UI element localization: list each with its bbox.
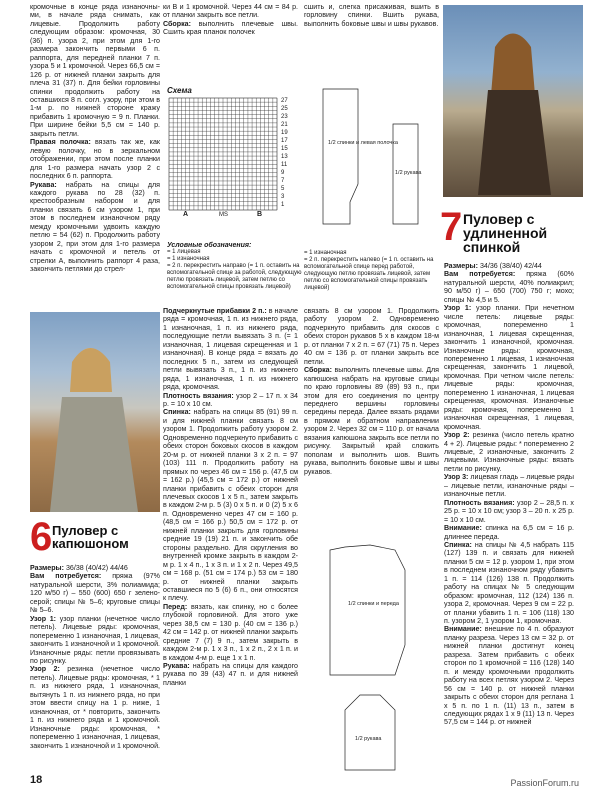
chart-row-labels (281, 97, 288, 209)
chart-row-label: 21 (281, 122, 288, 128)
col5-p2: узор 2 – 17 п. x 34 р. = 10 x 10 см. (163, 391, 298, 408)
chart-row-label: 23 (281, 114, 288, 120)
chart-row-label: 25 (281, 106, 288, 112)
col5-p3-head: Спинка: (163, 408, 191, 417)
col6-p2: выполнить плечевые швы. Для капюшона набрать на круговые спицы по краю горловины 89 (89) 93 п., при этом для его соединения по центру переднего вершины горловины середины переда. Далее вязать рядами в прямом и обратном направлении узором 2. Через 32 см = 110 р. от начала вязания капюшона закрыть все петли по рисунку. Закрытый край сложить пополам и выполнить шов. Вшить рукава, выполнить боковые швы и швы рукавов. (304, 366, 439, 476)
legend-item-3: = 2 п. перекрестить направо (= 1 п. оставить на вспомогательной спице за работой, следующую петлю провязать лицевой, затем петлю со вспомогательной спицы провязать лицевой) (167, 263, 302, 290)
col6-p1: связать 8 см узором 1. Продолжить работу узором 2. Одновременно подчеркнуто прибавить для скосов с обеих сторон рукавов 5 x в каждом 18-м р. от планки 7 x 2 п. = 67 (71) 75 п. Через 40 см = 136 р. от планки закрыть все петли. (304, 307, 439, 366)
chart-row-label: 15 (281, 146, 288, 152)
legend-item-2: = 1 изнаночная (167, 256, 210, 262)
col3-text (304, 3, 439, 28)
chart-row-label: 3 (281, 194, 285, 200)
col2-text (163, 3, 298, 37)
model7-p2-head: Узор 2: (444, 431, 470, 440)
model6-p2-head: Узор 2: (30, 665, 60, 674)
model7-p7-head: Внимание: (444, 625, 482, 634)
chart-row-label: 19 (281, 130, 288, 136)
chart-row-label: 9 (281, 170, 285, 176)
col2-p1: ки В и 1 кромочной. Через 44 см = 84 р. от планки закрыть все петли. (163, 3, 298, 20)
model7-need: пряжа (60% натуральной шерсти, 40% полиакрил; 90 м/50 г) – 650 (700) 750 г; мохо; спицы № 4,5 и 5. (444, 270, 574, 304)
model7-need-head: Вам потребуется: (444, 270, 516, 279)
col2-p2-head: Сборка: (163, 19, 191, 28)
col5-p1-head: Подчеркнутые прибавки 2 п.: (163, 307, 267, 315)
chart-arrow-b: B (257, 211, 263, 218)
diagram-bottom-front-label: 1/2 спинки и переда (348, 601, 399, 607)
model7-p4-head: Плотность вязания: (444, 498, 515, 507)
pattern-diagram-bottom (300, 535, 440, 775)
model7-p2: резинка (число петель кратно 4 + 2). Лицевые ряды: * попеременно 2 лицевые, 2 изнаночные, закончить 2 лицевыми. Изнаночные ряды: вязать петли по рисунку. (444, 431, 574, 473)
model6-number: 6 (30, 515, 53, 559)
model7-sizes-head: Размеры: (444, 262, 478, 270)
model7-p5: спинка на 6,5 см = 16 р. длиннее переда. (444, 524, 574, 541)
legend-item-5: = 2 п. перекрестить налево (= 1 п. оставить на вспомогательной спице перед работой, следующую петлю провязать лицевой, затем петлю со вспомогательной спицы провязать лицевой) (304, 257, 434, 291)
legend-item-1: = 1 лицевая (167, 249, 201, 255)
col1-p2: вязать так же, как левую полочку, но в зеркальном отображении, при этом после планки для 1-го размера начать узор 2 с последних 6 п. раппорта. (30, 138, 160, 181)
legend-title: Условные обозначения: (167, 242, 252, 249)
col1-p2-head: Правая полочка: (30, 138, 91, 147)
col5-p2-head: Плотность вязания: (163, 391, 234, 400)
col5-p1: в начале ряда = кромочная, 1 п. из нижнего ряда, 1 изнаночная, 1 п. из нижнего ряда, последующие петли вывязать 3 п. (= 1 изнаночная, 1 лицевая скрещенная и 1 изнаночная). В конце ряда = вязать до последних 5 п., затем из следующей петли вывязать 3 п., 1 п. из нижнего ряда, 1 изнаночная, 1 п. из нижнего ряда, кромочная. (163, 307, 298, 392)
chart-repeat-label: MS (219, 212, 228, 218)
photo-model-7 (443, 5, 583, 197)
model7-p4: узор 2 – 28,5 п. x 25 р. = 10 x 10 см; узор 3 – 20 п. x 25 р. = 10 x 10 см. (444, 498, 574, 524)
model7-text (444, 262, 574, 727)
legend-item-4: = 1 изнаночная (304, 250, 347, 256)
model7-p1-head: Узор 1: (444, 304, 472, 313)
col5-p5: набрать на спицы для каждого рукава по 39 (43) 47 п. и для нижней планки (163, 662, 298, 687)
legend-right (304, 250, 434, 292)
chart-row-label: 13 (281, 154, 288, 160)
col1-text (30, 3, 160, 274)
model7-number: 7 (440, 205, 463, 249)
chart-arrow-a: A (183, 211, 189, 218)
model6-sizes: 36/38 (40/42) 44/46 (65, 564, 128, 572)
model6-p1-head: Узор 1: (30, 614, 57, 623)
col2-p2: выполнить плечевые швы. Сшить края планок полочек (163, 19, 298, 37)
model7-p1: узор планки. При нечетном числе петель: лицевые ряды: кромочная, попеременно 1 изнаночная, 1 лицевая скрещенная, закончить 1 изнаночной, кромочная. Изнаночные ряды: кромочная, попеременно 1 лицевая, 1 изнаночная скрещенная, закончить 1 лицевой, кромочная. При четном числе петель: лицевые ряды: кромочная, попеременно 1 изнаночная, 1 лицевая скрещенная, кромочная. Изнаночные ряды: кромочная, попеременно 1 изнаночная скрещенная, 1 лицевая, кромочная. (444, 304, 574, 431)
model7-sizes: 34/36 (38/40) 42/44 (479, 262, 542, 270)
col5-text (163, 307, 298, 687)
chart-title: Схема (167, 86, 192, 95)
diagram-top-back-label: 1/2 спинки и левая полочка (328, 140, 398, 146)
col5-p4: вязать, как спинку, но с более глубокой горловиной. Для этого уже через 38,5 см = 130 р. (40 см = 136 р.) 42 см = 142 р. от нижней планки закрыть средние 7 (7) 9 п., затем закрыть в каждом 2-м р. 1 x 3 п., 1 x 2 п., 2 x 1 п. и в каждом 4-м р. еще 1 x 1 п. (163, 602, 298, 662)
col1-p1: кромочные в конце ряда изнаночны-ми, в начале ряда снимать, как лицевые. Продолжить работу следующим образом: кромочная, 30 (36) п. узора 2, при этом для 1-го размера закончить первыми 6 п. раппорта, для передней планки 7 п. узора 5 и 1 кромочной. Через 66,5 см = 126 р. от нижней планки закрыть для плеча 31 (37) п. Для бейки горловины спинки продолжить работу на оставшихся 8 п. согл. узору, при этом в 1-м р. по нижней стороне кражу прибавить 1 кромочную = 9 п. Планки. При ширине бейки 5,5 см = 140 р. закрыть петли. (30, 3, 160, 138)
page-number: 18 (30, 774, 43, 786)
model7-p7: внешние по 4 п. образуют планку разреза. Через 13 см = 32 р. от нижней планки достигнут конец разреза. Затем прибавить с обеих сторон по 1 кромочной = 116 (128) 140 п. и между кромочными продолжить работу на всех петлях узором 2. Через 56 см = 140 р. от нижней планки закрыть с обеих сторон для реглана 1 х 5 п. по 1 п. (11) 13 п., затем в следующих рядах 1 х 9 (11) 13 п. Через 57,5 см = 144 р. от нижней (444, 625, 574, 727)
model7-title: Пуловер с удлиненной спинкой (463, 211, 548, 255)
col5-p5-head: Рукава: (163, 662, 190, 671)
model6-title: Пуловер с капюшоном (52, 523, 129, 551)
col1-p3-head: Рукава: (30, 180, 57, 189)
model6-need: пряжа (97% натуральной шерсти, 3% полиамида; 120 м/50 г) – 550 (600) 650 г зелено-серой; спицы № 5–6; круговые спицы № 5–6. (30, 572, 160, 615)
model7-p3: лицевая гладь – лицевые ряды – лицевые петли, изнаночные ряды – изнаночные петли. (444, 473, 574, 499)
pattern-diagram-top (298, 84, 438, 234)
col1-p3: набрать на спицы для каждого рукава по 28 (32) п. крестообразным набором и для планки связать 6 см узором 1, при этом в последнем изнаночном ряду между кромочными удвоить каждую петлю = 54 (62) п. Продолжить работу узором 2, при этом для 1-го размера начать с кромочной и петель от стрелки А, выполнить раппорт 4 раза, закончить петлями до стрел- (30, 180, 160, 274)
knitting-chart (167, 86, 307, 231)
col3-p1: сшить и, слегка присаживая, вшить в горловину спинки. Вшить рукава, выполнить боковые швы и швы рукавов. (304, 3, 439, 28)
col6-text (304, 307, 439, 476)
model6-sizes-head: Размеры: (30, 564, 64, 572)
model7-p3-head: Узор 3: (444, 473, 469, 482)
chart-row-label: 17 (281, 138, 288, 144)
diagram-top-sleeve-label: 1/2 рукава (395, 170, 422, 176)
diagram-bottom-sleeve-label: 1/2 рукава (355, 736, 382, 742)
model7-p6-head: Спинка: (444, 540, 472, 549)
model6-need-head: Вам потребуется: (30, 572, 102, 581)
chart-row-label: 5 (281, 186, 285, 192)
col5-p3: набрать на спицы 85 (91) 99 п. и для нижней планки связать 8 см узором 1. Продолжить работу узором 2. Одновременно подчеркнуто прибавить с обеих сторон боковых скосов в каждом 20-м р. от нижней планки 3 x 2 п. = 97 (103) 111 п. Продолжить работу на прямых по через 46 см = 156 р. (47,5 см = 162 р.) (45,5 см = 172 р.) от нижней планки прибавить с обеих сторон для плечевых скосов 1 x 5 п., затем закрыть в каждом 2-м р. 5 (3) 0 x 5 п. и 0 (2) 5 x 6 п. Одновременно через 47 см = 160 р. (48,5 см = 166 р.) 50,5 см = 172 р. от нижней планки закрыть для горловины средние 19 (19) 21 п. и закончить обе стороны раздельно. Для скругления во внутренней кромке закрыть в каждом 2-м р. 1 x 4 п., 1 x 3 п. и 1 x 2 п. Через 49,5 см = 168 р. (51 см = 174 р.) 53 см = 180 р. от нижней планки закрыть оставшиеся по 5 (6) 6 п., они относятся к плечу. (163, 408, 298, 603)
model7-p5-head: Внимание: (444, 524, 482, 533)
watermark: PassionForum.ru (510, 778, 579, 788)
model6-p2: резинка (нечетное число петель). Лицевые ряды: кромочная, * 1 п. из нижнего ряда, 1 изнаночная, вытянуть 1 п. из нижнего ряда, но при этом ввести спицу на 1 р. ниже, 1 изнаночная, от * повторить, закончить 1 п. из нижнего ряда и 1 кромочной. Изнаночные ряды: кромочная, * попеременно 1 изнаночная, 1 лицевая, закончить 1 изнаночной и 1 кромочной. (30, 665, 161, 750)
model6-text (30, 564, 160, 750)
chart-row-label: 11 (281, 162, 288, 168)
chart-row-label: 27 (281, 98, 288, 104)
model7-p6: на спицы № 4,5 набрать 115 (127) 139 п. и связать для нижней планки 5 см = 12 р. узором 1, при этом в последнем изнаночном ряду убавить 1 п. = 114 (126) 138 п. Продолжить работу на спицах № 5 следующим образом: кромочная, 112 (124) 136 п. узора 2, кромочная. Через 9 см = 22 р. от планки убавить 1 п. = 106 (118) 130 п. узором 2, 1 узором 1, кромочная. (444, 540, 574, 626)
model6-p1: узор планки (нечетное число петель). Лицевые ряды: кромочная, попеременно 1 изнаночная, 1 лицевая, закончить 1 изнаночной и 1 кромочной. Изнаночные ряды: петли провязывать по рисунку. (30, 614, 161, 665)
chart-row-label: 1 (281, 202, 285, 208)
chart-row-label: 7 (281, 178, 285, 184)
legend-left (167, 242, 302, 291)
col6-p2-head: Сборка: (304, 366, 332, 375)
col5-p4-head: Перед: (163, 602, 188, 611)
photo-model-6 (30, 312, 160, 512)
